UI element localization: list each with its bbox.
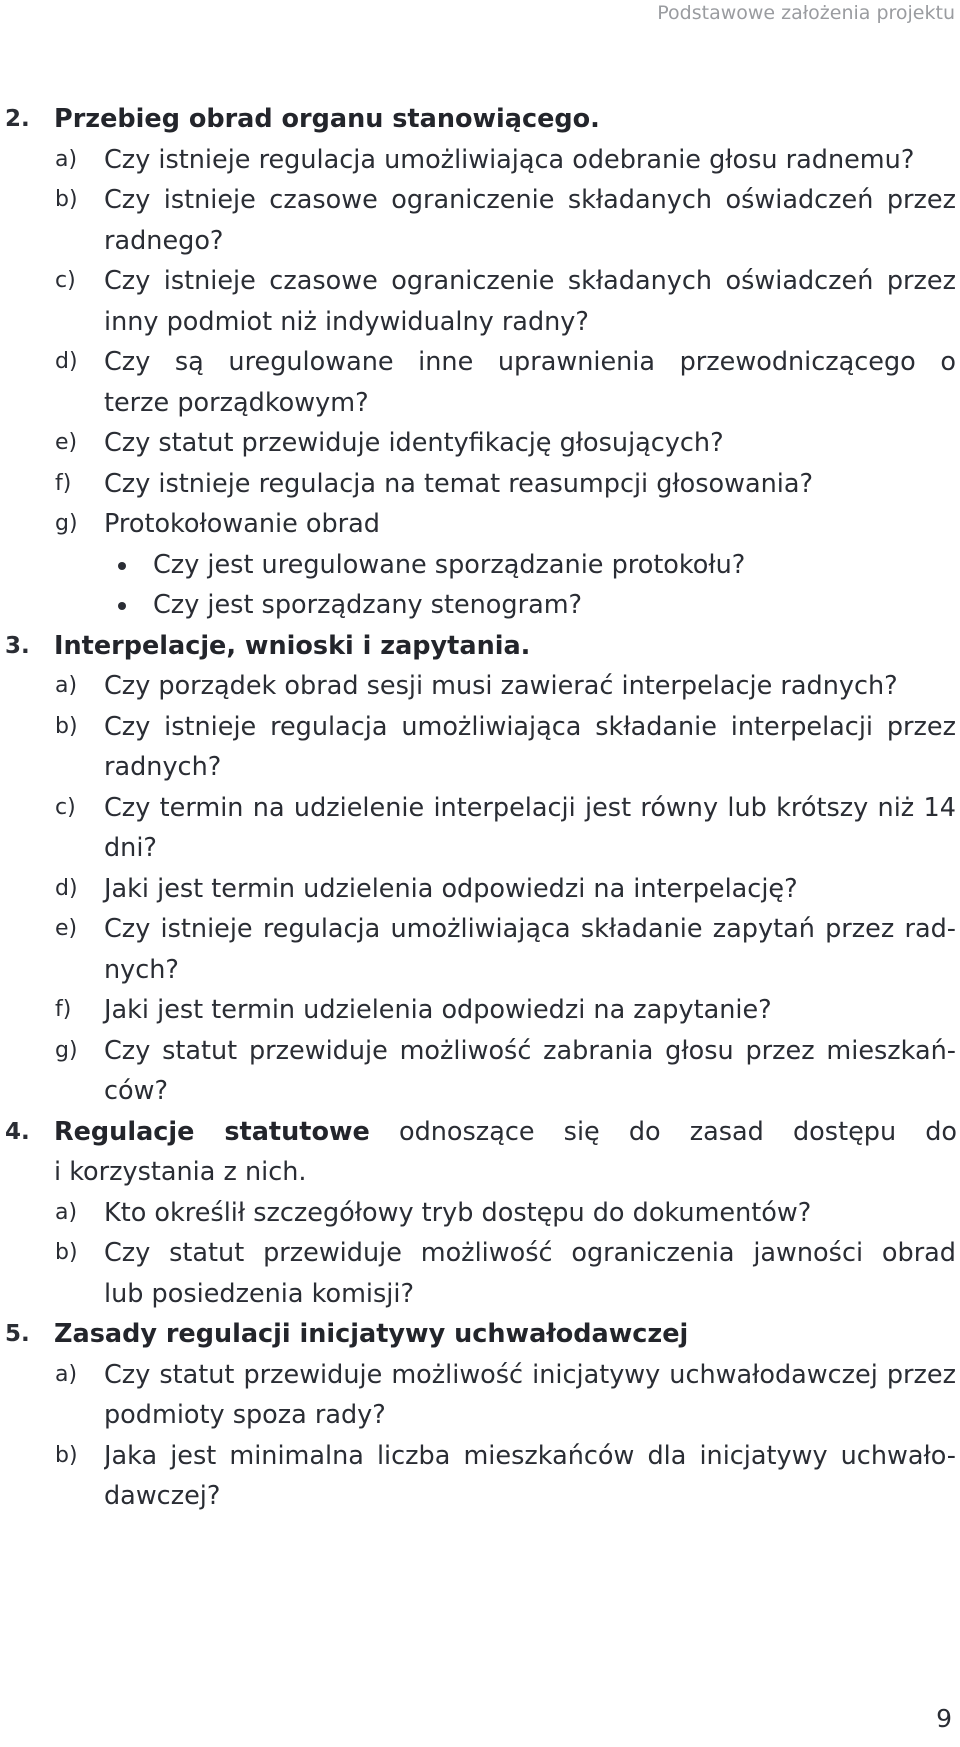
item-letter: b) <box>55 1240 78 1265</box>
list-item <box>0 788 960 829</box>
document-body <box>0 99 960 1517</box>
list-item <box>0 1436 960 1477</box>
item-text: lub posiedzenia komisji? <box>104 1278 414 1309</box>
item-text: Czy statut przewiduje możliwość zabrania głosu przez mieszkań- <box>104 1035 956 1066</box>
item-letter: f) <box>55 997 72 1022</box>
section-number: 5. <box>5 1321 30 1347</box>
item-text: Kto określił szczegółowy tryb dostępu do dokumentów? <box>104 1197 812 1228</box>
item-text: nych? <box>104 954 179 985</box>
item-text: Protokołowanie obrad <box>104 509 380 539</box>
item-letter: a) <box>55 1361 78 1387</box>
item-letter: g) <box>55 1037 78 1063</box>
item-letter: b) <box>55 1442 78 1468</box>
list-item-continuation <box>0 1274 960 1315</box>
bullet-item <box>0 545 960 586</box>
section-heading <box>0 626 960 667</box>
list-item-continuation <box>0 302 960 343</box>
list-item <box>0 707 960 748</box>
list-item <box>0 140 960 181</box>
bullet-text: Czy jest uregulowane sporządzanie protokołu? <box>153 549 746 580</box>
list-item <box>0 909 960 950</box>
section-number: 2. <box>5 106 30 132</box>
list-item <box>0 1031 960 1072</box>
section-title <box>54 1112 957 1153</box>
item-letter: d) <box>55 349 78 374</box>
item-letter: a) <box>55 146 78 172</box>
item-text: Jaki jest termin udzielenia odpowiedzi na zapytanie? <box>104 995 772 1025</box>
item-letter: c) <box>55 794 76 820</box>
item-text: radnego? <box>104 225 224 256</box>
section-title-rest: odnoszące się do zasad dostępu do <box>398 1116 957 1147</box>
section-number: 4. <box>5 1118 30 1145</box>
list-item <box>0 423 960 464</box>
list-item <box>0 342 960 383</box>
item-text: Czy istnieje regulacja umożliwiająca składanie zapytań przez rad- <box>104 914 956 944</box>
item-text: podmioty spoza rady? <box>104 1400 386 1430</box>
list-item-continuation <box>0 747 960 788</box>
section-title: Zasady regulacji inicjatywy uchwałodawczej <box>54 1319 689 1349</box>
list-item-continuation <box>0 221 960 262</box>
item-text: Czy statut przewiduje identyfikację głosujących? <box>104 428 724 458</box>
list-item <box>0 180 960 221</box>
list-item-continuation <box>0 383 960 424</box>
section-title-bold: Regulacje statutowe <box>54 1116 370 1147</box>
item-letter: b) <box>55 187 78 212</box>
item-text: inny podmiot niż indywidualny radny? <box>104 306 589 337</box>
page-number: 9 <box>936 1704 952 1733</box>
section-heading <box>0 1314 960 1355</box>
item-text: Czy porządek obrad sesji musi zawierać interpelacje radnych? <box>104 671 898 701</box>
running-header: Podstawowe założenia projektu <box>657 2 955 24</box>
item-letter: a) <box>55 673 78 698</box>
item-text: terze porządkowym? <box>104 387 369 418</box>
item-letter: a) <box>55 1199 78 1225</box>
list-item <box>0 990 960 1031</box>
section-title: Interpelacje, wnioski i zapytania. <box>54 630 531 661</box>
section-number: 3. <box>5 632 30 659</box>
item-text: Czy istnieje regulacja umożliwiająca składanie interpelacji przez <box>104 711 956 742</box>
list-item <box>0 464 960 505</box>
bullet-icon <box>118 562 126 570</box>
list-item-continuation <box>0 950 960 991</box>
item-text: ców? <box>104 1076 169 1106</box>
item-text: dni? <box>104 833 157 863</box>
item-text: Czy istnieje regulacja na temat reasumpcji głosowania? <box>104 468 814 499</box>
list-item <box>0 869 960 910</box>
section-title: i korzystania z nich. <box>54 1157 307 1187</box>
section-heading <box>0 99 960 140</box>
list-item-continuation <box>0 828 960 869</box>
item-letter: c) <box>55 268 76 293</box>
bullet-item <box>0 585 960 626</box>
section-heading <box>0 1112 960 1153</box>
item-text: radnych? <box>104 752 222 782</box>
item-letter: d) <box>55 875 78 901</box>
item-text: Czy statut przewiduje możliwość inicjatywy uchwałodawczej przez <box>104 1359 956 1390</box>
item-text: Jaki jest termin udzielenia odpowiedzi na interpelację? <box>104 873 798 904</box>
list-item <box>0 261 960 302</box>
item-text: Czy termin na udzielenie interpelacji jest równy lub krótszy niż 14 <box>104 792 956 823</box>
list-item <box>0 1193 960 1234</box>
item-letter: f) <box>55 470 72 496</box>
bullet-icon <box>118 602 126 610</box>
item-text: Jaka jest minimalna liczba mieszkańców dla inicjatywy uchwało- <box>104 1440 956 1471</box>
list-item <box>0 504 960 545</box>
list-item <box>0 1355 960 1396</box>
item-text: Czy są uregulowane inne uprawnienia przewodniczącego o <box>104 347 956 377</box>
section-heading-continuation <box>0 1152 960 1193</box>
list-item-continuation <box>0 1071 960 1112</box>
list-item-continuation <box>0 1395 960 1436</box>
item-letter: b) <box>55 713 78 739</box>
item-text: Czy istnieje czasowe ograniczenie składanych oświadczeń przez <box>104 266 956 296</box>
list-item-continuation <box>0 1476 960 1517</box>
list-item <box>0 666 960 707</box>
list-item <box>0 1233 960 1274</box>
item-letter: e) <box>55 430 78 455</box>
item-text: dawczej? <box>104 1481 221 1511</box>
item-letter: e) <box>55 916 78 941</box>
section-title: Przebieg obrad organu stanowiącego. <box>54 104 600 134</box>
item-text: Czy statut przewiduje możliwość ograniczenia jawności obrad <box>104 1238 956 1268</box>
item-letter: g) <box>55 511 78 536</box>
bullet-text: Czy jest sporządzany stenogram? <box>153 590 583 620</box>
item-text: Czy istnieje czasowe ograniczenie składanych oświadczeń przez <box>104 185 956 215</box>
item-text: Czy istnieje regulacja umożliwiająca odebranie głosu radnemu? <box>104 144 915 175</box>
